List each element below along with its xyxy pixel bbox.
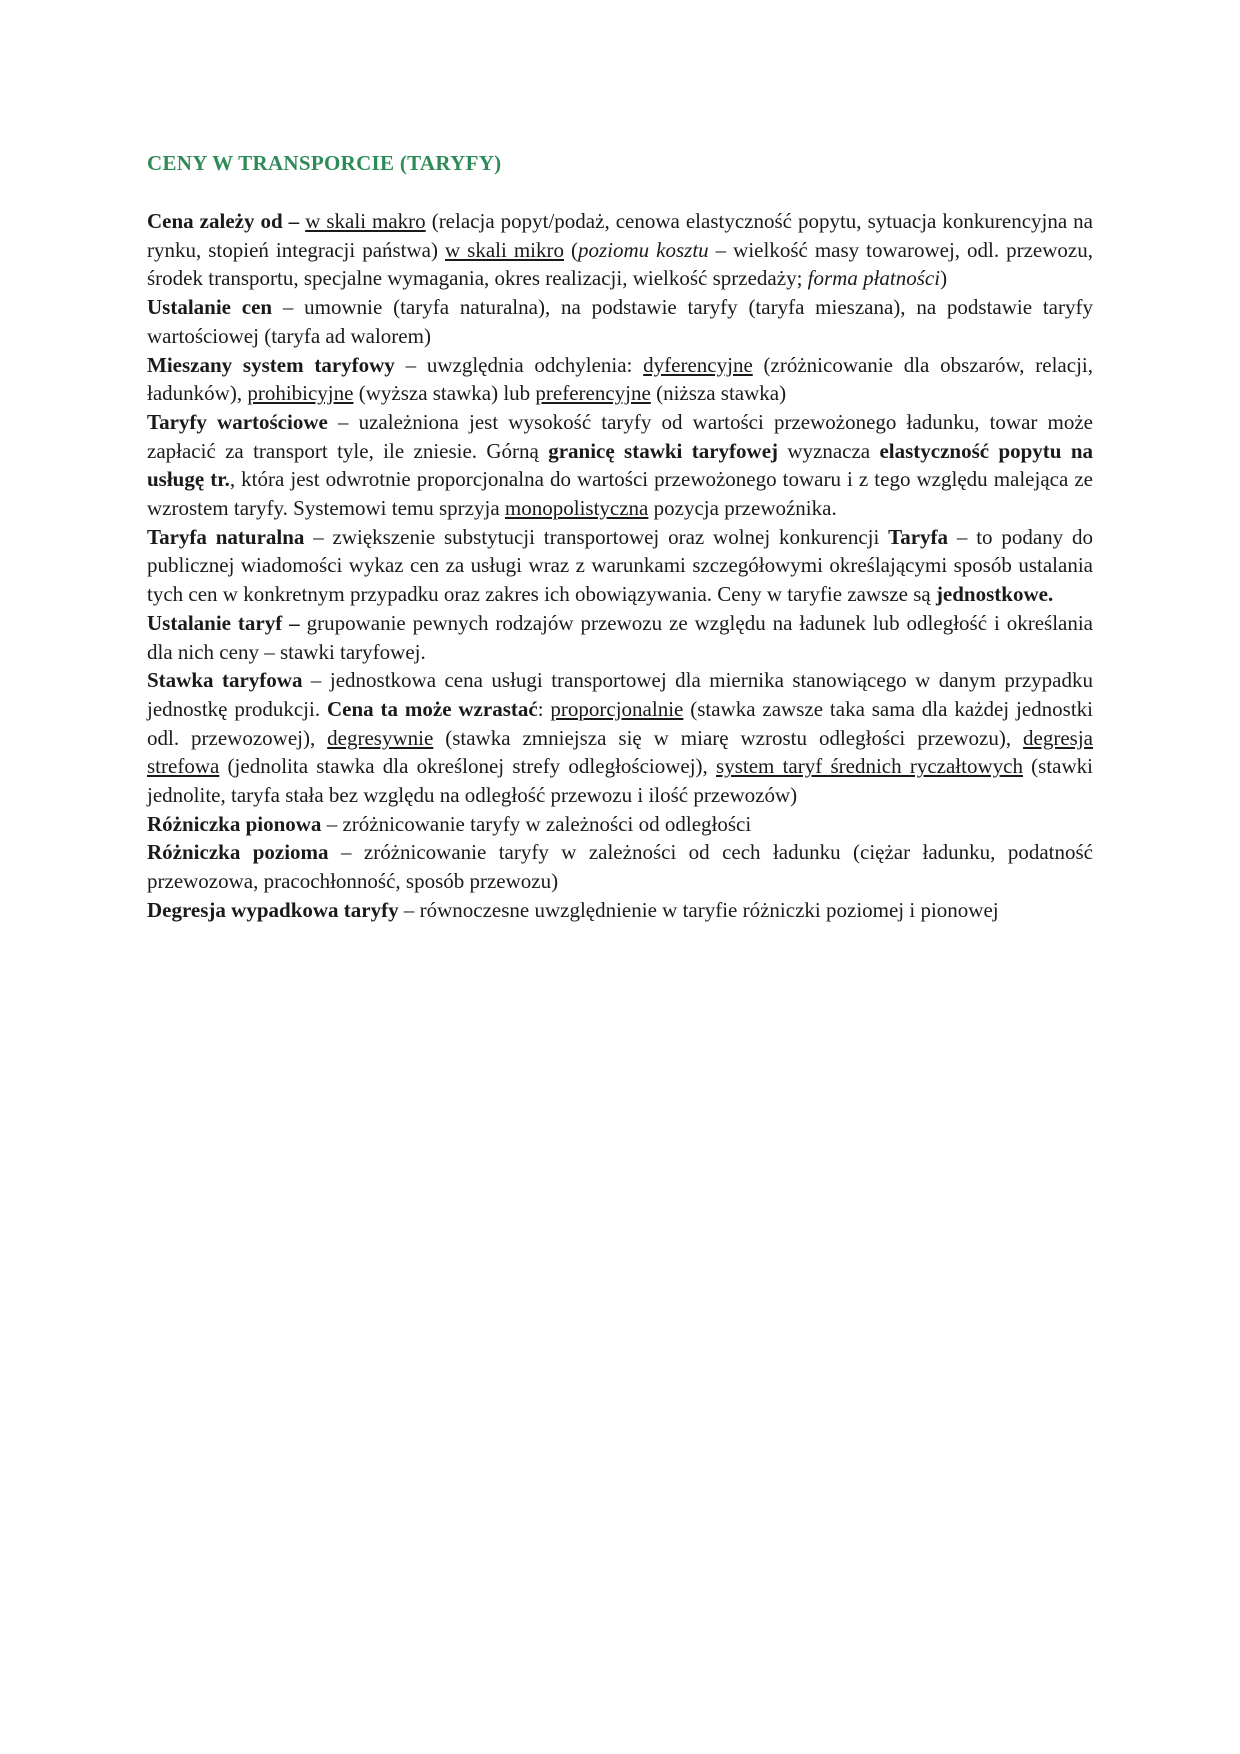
term-ustalanie-taryf: Ustalanie taryf – [147, 610, 300, 635]
term-rozniczka-pionowa: Różniczka pionowa [147, 811, 322, 836]
text-span: – zróżnicowanie taryfy w zależności od cech ładunku (ciężar ładunku, podatność przewozowa, pracochłonność, sposób przewozu) [147, 840, 1093, 894]
text-span: grupowanie pewnych rodzajów przewozu ze względu na ładunek lub odległość i określania dla nich ceny – stawki taryfowej. [147, 610, 1094, 664]
text-span: – wielkość masy towarowej, odl. przewozu, środek transportu, specjalne wymagania, okres realizacji, wielkość sprzedaży; [147, 237, 1093, 291]
term-monopolistyczna: monopolistyczna [504, 496, 649, 521]
term-prohibicyjne: prohibicyjne [247, 381, 354, 406]
document-title: CENY W TRANSPORCIE (TARYFY) [147, 151, 502, 175]
text-span: (stawka zawsze taka sama dla każdej jednostki odl. przewozowej), [147, 696, 1093, 750]
text-span: wyznacza [778, 438, 880, 463]
term-taryfa: Taryfa [888, 524, 949, 549]
paragraph-rozniczka-pozioma [147, 838, 1093, 895]
text-span: pozycja przewoźnika. [648, 496, 837, 521]
document-body [147, 207, 1093, 925]
term-jednostkowe: jednostkowe. [935, 582, 1054, 607]
text-span: (zróżnicowanie dla obszarów, relacji, ładunków), [147, 352, 1093, 406]
term-stawka-taryfowa: Stawka taryfowa [147, 668, 303, 693]
term-preferencyjne: preferencyjne [535, 381, 651, 406]
text-span: ( [564, 237, 578, 262]
term-dyferencyjne: dyferencyjne [643, 352, 753, 377]
text-span: – umownie (taryfa naturalna), na podstawie taryfy (taryfa mieszana), na podstawie taryfy wartościowej (taryfa ad walorem) [147, 295, 1093, 348]
paragraph-ustalanie-taryf [147, 609, 1093, 666]
term-rozniczka-pozioma: Różniczka pozioma [147, 840, 329, 865]
text-span: (wyższa stawka) lub [353, 381, 536, 406]
term-proporcjonalnie: proporcjonalnie [550, 696, 684, 721]
paragraph-taryfy-wartosciowe [147, 408, 1093, 523]
term-granica-stawki: granicę stawki taryfowej [548, 438, 779, 463]
text-span: – zróżnicowanie taryfy w zależności od odległości [321, 811, 752, 836]
term-mieszany-system: Mieszany system taryfowy [147, 352, 395, 377]
text-span: – równoczesne uwzględnienie w taryfie różniczki poziomej i pionowej [398, 897, 999, 922]
paragraph-cena-zalezy-od [147, 207, 1093, 293]
term-skala-makro: w skali makro [305, 209, 426, 233]
paragraph-degresja-wypadkowa [147, 896, 1093, 925]
paragraph-taryfa-naturalna [147, 523, 1093, 609]
text-span: , która jest odwrotnie proporcjonalna do wartości przewożonego towaru i z tego względu malejąca ze wzrostem taryfy. Systemowi temu sprzyja [147, 467, 1093, 521]
text-span: ) [940, 266, 948, 291]
term-taryfa-naturalna: Taryfa naturalna [147, 524, 305, 549]
text-span: – to podany do publicznej wiadomości wykaz cen za usługi wraz z warunkami szczegółowymi określającymi sposób ustalania tych cen w konkretnym przypadku oraz zakres ich obowiązywania. Ceny w taryfie zawsze są [147, 524, 1093, 607]
term-degresja-strefowa: degresja strefowa [147, 725, 1093, 779]
term-cena-wzrastac: Cena ta może wzrastać [326, 696, 538, 721]
term-skala-mikro: w skali mikro [445, 237, 564, 262]
text-span: (relacja popyt/podaż, cenowa elastyczność popytu, sytuacja konkurencyjna na rynku, stopień integracji państwa) [147, 209, 1093, 262]
text-span: (jednolita stawka dla określonej strefy odległościowej), [219, 754, 717, 779]
text-span: – uwzględnia odchylenia: [394, 352, 644, 377]
paragraph-mieszany-system [147, 351, 1093, 408]
text-span: – zwiększenie substytucji transportowej oraz wolnej konkurencji [304, 524, 889, 549]
term-system-taryf: system taryf średnich ryczałtowych [716, 754, 1023, 779]
term-degresywnie: degresywnie [327, 725, 434, 750]
term-elastycznosc-popytu: elastyczność popytu na usługę tr. [147, 438, 1093, 492]
text-span: – jednostkowa cena usługi transportowej dla miernika stanowiącego w danym przypadku jednostkę produkcji. [147, 668, 1093, 721]
paragraph-rozniczka-pionowa [147, 810, 1093, 839]
text-span: (stawka zmniejsza się w miarę wzrostu odległości przewozu), [433, 725, 1024, 750]
term-cena-zalezy-od: Cena zależy od – [147, 209, 300, 233]
term-degresja-wypadkowa: Degresja wypadkowa taryfy [147, 897, 399, 922]
text-span: – uzależniona jest wysokość taryfy od wartości przewożonego ładunku, towar może zapłacić za transport tyle, ile zniesie. Górną [147, 409, 1094, 463]
paragraph-ustalanie-cen [147, 293, 1093, 350]
text-span: (niższa stawka) [650, 381, 787, 406]
text-span: : [537, 696, 551, 721]
term-forma-platnosci: forma płatności [807, 266, 941, 291]
term-taryfy-wartosciowe: Taryfy wartościowe [147, 409, 328, 434]
term-ustalanie-cen: Ustalanie cen [147, 295, 273, 320]
term-poziomu-kosztu: poziomu kosztu [578, 237, 709, 262]
text-span: (stawki jednolite, taryfa stała bez względu na odległość przewozu i ilość przewozów) [147, 754, 1094, 808]
paragraph-stawka-taryfowa [147, 666, 1093, 810]
